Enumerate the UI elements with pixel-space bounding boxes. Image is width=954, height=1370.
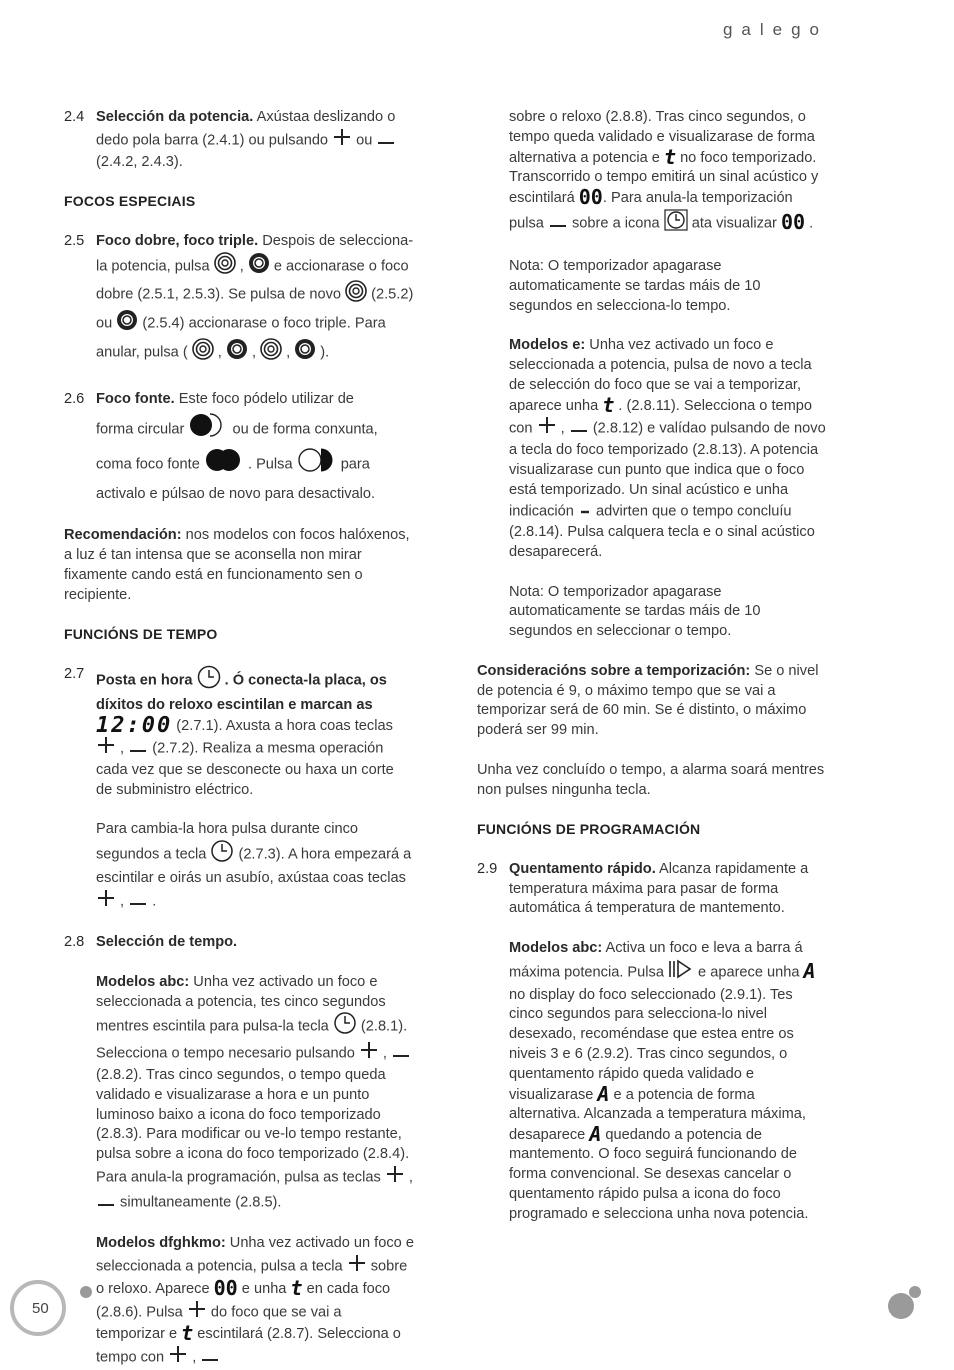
plus-icon	[332, 128, 352, 153]
double-zone-icon	[260, 338, 282, 367]
language-header: galego	[722, 20, 828, 39]
minus-icon	[376, 128, 396, 153]
decor-dot	[80, 1286, 92, 1298]
decor-dot	[909, 1286, 921, 1298]
plus-icon	[537, 416, 557, 441]
section-2-9: 2.9 Quentamento rápido. Alcanza rapidamente a temperatura máxima para pasar de forma automática á temperatura de mantemento. Modelos abc: Activa un foco e leva a barra á máxima potencia. Pulsa e aparece unha A no display do foco seleccionado (2.9.1). Tes cinco segundos para selecciona-lo nivel desexado, recoméndase que estea entre os niveis 3 e 6 (2.9.2). Tras cinco segundos, o quentamento rápido queda validado e visualizarase A e a potencia de forma alternativa. Alcanzada a temperatura máxima, desaparece A quedando a potencia de mantemento. O foco seguirá funcionando de forma convencional. Se desexas cancelar o quentamento rápido pulsa a icona do foco programado e selecciona unha nova potencia.	[477, 860, 816, 1222]
heading-funcions-programacion: FUNCIÓNS DE PROGRAMACIÓN	[477, 821, 701, 838]
dual-ring-icon	[248, 252, 270, 281]
clock-icon	[210, 840, 234, 869]
double-zone-icon	[345, 280, 367, 309]
dual-ring-icon	[226, 338, 248, 367]
timer-t-display: t	[602, 392, 615, 417]
clock-display: 12:00	[96, 712, 173, 738]
decor-dot	[888, 1293, 914, 1319]
boost-icon	[668, 959, 694, 986]
combined-fountain-icon	[204, 447, 244, 482]
section-2-7: 2.7 Posta en hora . Ó conecta-la placa, os díxitos do reloxo escintilan e marcan as 12:00 (2.7.1). Axusta a hora coas teclas , (2.7.2). Realiza a mesma operación cada vez que se desconecte ou haxa un corte de subministro eléctrico. Para cambia-la hora pulsa durante cinco segundos a tecla (2.7.3). A hora empezará a escintilar e oirás un asubío, axústaa coas teclas , .	[64, 665, 414, 914]
dual-ring-icon	[294, 338, 316, 367]
heading-focos-especiais: FOCOS ESPECIAIS	[64, 193, 196, 210]
plus-icon	[347, 1254, 367, 1279]
zero-display: 00	[780, 210, 806, 235]
clock-icon	[664, 209, 688, 238]
section-2-5: 2.5 Foco dobre, foco triple. Despois de selecciona-la potencia, pulsa , e accionarase o foco dobre (2.5.1, 2.5.3). Se pulsa de novo (2.5.2) ou (2.5.4) accionarase o foco triple. Para anular, pulsa ( , , , ).	[64, 232, 414, 367]
right-column: sobre o reloxo (2.8.8). Tras cinco segundos, o tempo queda validado e visualizarase de forma alternativa a potencia e t no foco temporizado. Transcorrido o tempo emitirá un sinal acústico y escintilará 00. Para anula-la temporización pulsa sobre a icona ata visualizar 00 . Nota: O temporizador apagarase automaticamente se tardas máis de 10 segundos en selecciona-lo tempo. Modelos e: Unha vez activado un foco e seleccionada a potencia, pulsa de novo a tecla de selección do foco que se vai a temporizar, aparece unha t . (2.8.11). Selecciona o tempo con , (2.8.12) e valídao pulsando de novo a tecla do foco temporizado (2.8.13). A potencia visualizarase cun punto que indica que o foco está temporizado. Un sinal acústico e unha indicación advirten que o tempo concluíu (2.8.14). Pulsa calquera tecla e o sinal acústico desaparecerá. Nota: O temporizador apagarase automaticamente se tardas máis de 10 segundos en seleccionar o tempo. Consideracións sobre a temporización: Se o nivel de potencia é 9, o máximo tempo que se vai a temporizar será de 60 min. Se é distinto, o máximo poderá ser 99 min. Unha vez concluído o tempo, a alarma soará mentres non pulses ningunha tecla. FUNCIÓNS DE PROGRAMACIÓN 2.9 Quentamento rápido. Alcanza rapidamente a temperatura máxima para pasar de forma automática á temperatura de mantemento. Modelos abc: Activa un foco e leva a barra á máxima potencia. Pulsa e aparece unha A no display do foco seleccionado (2.9.1). Tes cinco segundos para selecciona-lo nivel desexado, recoméndase que estea entre os niveis 3 e 6 (2.9.2). Tras cinco segundos, o quentamento rápido queda validado e visualizarase A e a potencia de forma alternativa. Alcanzada a temperatura máxima, desaparece A quedando a potencia de mantemento. O foco seguirá funcionando de forma convencional. Se desexas cancelar o quentamento rápido pulsa a icona do foco programado e selecciona unha nova potencia.	[477, 108, 827, 1225]
page-number: 50	[32, 1300, 49, 1317]
minus-icon	[548, 211, 568, 236]
plus-icon	[96, 889, 116, 914]
note-2: Nota: O temporizador apagarase automaticamente se tardas máis de 10 segundos en seleccionar o tempo.	[509, 583, 761, 640]
boost-a-display: A	[803, 959, 816, 984]
minus-icon	[128, 736, 148, 761]
boost-a-display: A	[597, 1081, 610, 1106]
timer-t-display: t	[663, 144, 677, 169]
plus-icon	[96, 736, 116, 761]
zero-display: 00	[578, 184, 603, 209]
considerations: Consideracións sobre a temporización: Se o nivel de potencia é 9, o máximo tempo que se vai a temporizar será de 60 min. Se é distinto, o máximo poderá ser 99 min.	[477, 662, 819, 739]
timer-t-display: t	[290, 1276, 303, 1301]
section-2-8: 2.8 Selección de tempo. Modelos abc: Unha vez activado un foco e seleccionada a potencia, tes cinco segundos mentres escintila para pulsa-la tecla (2.8.1). Selecciona o tempo necesario pulsando , (2.8.2). Tras cinco segundos, o tempo queda validado e visualizarase a hora e un punto luminoso baixo a icona do foco temporizado (2.8.3). Para modificar ou ve-lo tempo restante, pulsa sobre a icona do foco temporizado (2.8.4). Para anula-la programación, pulsa as teclas , simultaneamente (2.8.5). Modelos dfghkmo: Unha vez activado un foco e seleccionada a potencia, pulsa a tecla sobre o reloxo. Aparece 00 e unha t en cada foco (2.8.6). Pulsa do foco que se vai a temporizar e t escintilará (2.8.7). Selecciona o tempo con ,	[64, 933, 414, 1369]
double-zone-icon	[192, 338, 214, 367]
note-1: Nota: O temporizador apagarase automaticamente se tardas máis de 10 segundos en selecciona-lo tempo.	[509, 258, 761, 314]
section-2-4: 2.4 Selección da potencia. Axústaa deslizando o dedo pola barra (2.4.1) ou pulsando ou (2.4.2, 2.4.3).	[64, 109, 396, 170]
plus-icon	[168, 1345, 188, 1370]
minus-icon	[569, 416, 589, 441]
recommendation: Recomendación: nos modelos con focos halóxenos, a luz é tan intensa que se aconsella non mirar fixamente cando está en funcionamento sen o recipiente.	[64, 527, 410, 603]
dual-ring-icon	[116, 309, 138, 338]
section-2-6: 2.6 Foco fonte. Este foco pódelo utilizar de forma circular ou de forma conxunta, coma foco fonte . Pulsa para activalo e púlsao de novo para desactivalo.	[64, 390, 378, 502]
circular-fountain-icon	[188, 412, 228, 447]
left-column	[64, 108, 414, 1370]
plus-icon	[359, 1041, 379, 1066]
minus-icon	[128, 889, 148, 914]
boost-a-display: A	[589, 1121, 602, 1146]
heading-funcions-tempo: FUNCIÓNS DE TEMPO	[64, 626, 218, 643]
double-zone-icon	[214, 252, 236, 281]
plus-icon	[385, 1165, 405, 1190]
minus-icon	[391, 1041, 411, 1066]
clock-icon	[333, 1012, 357, 1041]
alarm-note: Unha vez concluído o tempo, a alarma soará mentres non pulses ningunha tecla.	[477, 761, 825, 798]
clock-icon	[197, 665, 221, 696]
dash-icon	[578, 500, 592, 523]
minus-icon	[200, 1345, 220, 1370]
zero-display: 00	[213, 1276, 238, 1301]
fountain-key-icon	[297, 447, 337, 482]
timer-t-display: t	[181, 1321, 194, 1346]
minus-icon	[96, 1190, 116, 1215]
